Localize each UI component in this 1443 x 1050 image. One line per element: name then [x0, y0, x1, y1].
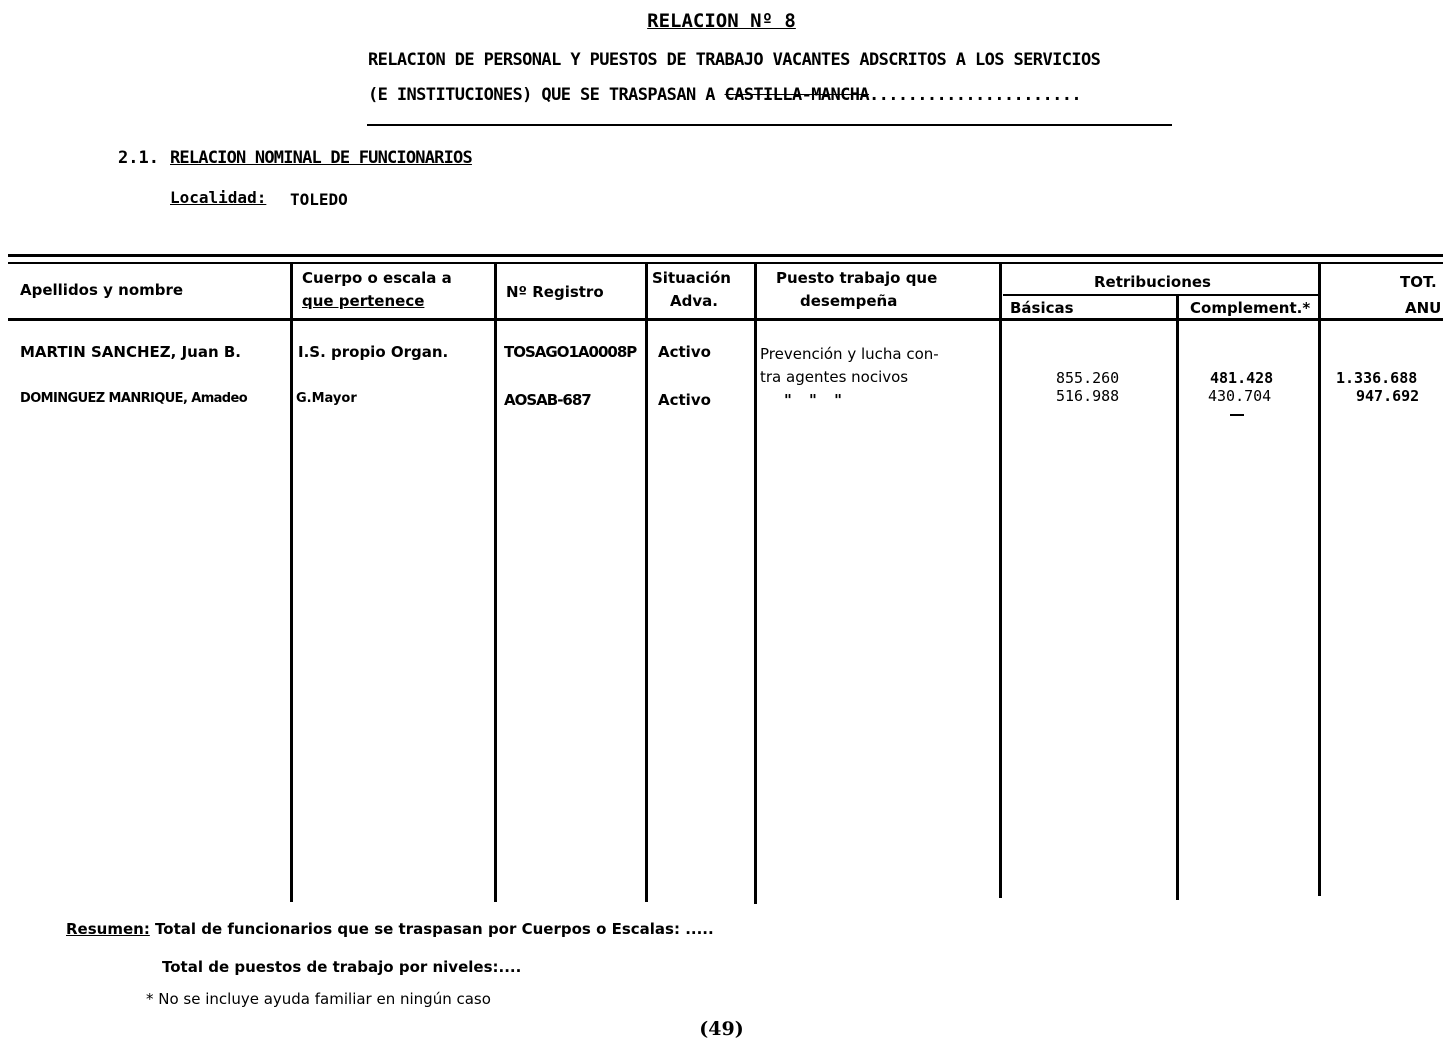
- locality-value: TOLEDO: [290, 190, 348, 209]
- header-body-line1: Cuerpo o escala a: [302, 269, 452, 287]
- document-heading-line2: (E INSTITUCIONES) QUE SE TRASPASAN A CASTILLA-MANCHA......................: [368, 85, 1081, 105]
- column-divider: [290, 262, 293, 902]
- cell-registry: AOSAB-687: [504, 391, 591, 409]
- cell-name: MARTIN SANCHEZ, Juan B.: [20, 343, 241, 361]
- column-divider: [754, 262, 757, 904]
- header-post-line2: desempeña: [800, 292, 898, 310]
- footnote: * No se incluye ayuda familiar en ningún caso: [146, 990, 491, 1008]
- header-situation-line1: Situación: [652, 269, 731, 287]
- complement-underline-mark: [1230, 414, 1244, 416]
- cell-situation: Activo: [658, 391, 711, 409]
- cell-total: 947.692: [1356, 387, 1420, 405]
- table-top-rule: [8, 254, 1443, 257]
- header-basic: Básicas: [1010, 299, 1074, 317]
- region-name: CASTILLA-MANCHA: [724, 85, 870, 105]
- column-divider: [999, 262, 1002, 898]
- column-divider: [1176, 296, 1179, 900]
- header-name: Apellidos y nombre: [20, 281, 184, 299]
- cell-name: DOMINGUEZ MANRIQUE, Amadeo: [20, 391, 248, 406]
- section-number: 2.1.: [118, 148, 159, 168]
- cell-post-ditto: " " ": [784, 391, 848, 409]
- header-registry: Nº Registro: [506, 283, 604, 301]
- header-total-line1: TOT.: [1400, 273, 1437, 291]
- retrib-divider: [1003, 294, 1319, 296]
- cell-body: G.Mayor: [296, 391, 357, 406]
- column-divider: [1318, 262, 1321, 896]
- header-situation-line2: Adva.: [670, 292, 718, 310]
- cell-total: 1.336.688: [1336, 369, 1418, 387]
- cell-post-line2: tra agentes nocivos: [760, 368, 909, 386]
- column-divider: [494, 262, 497, 902]
- header-body-line2: que pertenece: [302, 292, 425, 310]
- page-number: (49): [699, 1018, 744, 1040]
- cell-complement: 430.704: [1208, 387, 1272, 405]
- cell-situation: Activo: [658, 343, 711, 361]
- cell-complement: 481.428: [1210, 369, 1274, 387]
- summary-line1: Resumen: Total de funcionarios que se traspasan por Cuerpos o Escalas: .....: [66, 920, 714, 938]
- header-bottom-rule: [8, 318, 1443, 321]
- document-title: RELACION Nº 8: [647, 10, 796, 32]
- table-top-rule-2: [8, 262, 1443, 264]
- column-divider: [645, 262, 648, 902]
- summary-label: Resumen:: [66, 920, 150, 938]
- section-title: RELACION NOMINAL DE FUNCIONARIOS: [170, 148, 472, 168]
- document-heading-line1: RELACION DE PERSONAL Y PUESTOS DE TRABAJO VACANTES ADSCRITOS A LOS SERVICIOS: [368, 50, 1101, 70]
- cell-post-line1: Prevención y lucha con-: [760, 345, 939, 363]
- cell-basic: 516.988: [1056, 387, 1120, 405]
- header-retributions: Retribuciones: [1094, 273, 1211, 291]
- locality-label: Localidad:: [170, 188, 267, 207]
- cell-body: I.S. propio Organ.: [298, 343, 449, 361]
- header-complement: Complement.*: [1190, 299, 1311, 317]
- header-post-line1: Puesto trabajo que: [776, 269, 938, 287]
- heading-underline: [367, 124, 1172, 126]
- summary-line2: Total de puestos de trabajo por niveles:....: [162, 958, 522, 976]
- header-total-line2: ANU: [1405, 299, 1442, 317]
- cell-basic: 855.260: [1056, 369, 1120, 387]
- cell-registry: TOSAGO1A0008P: [504, 343, 637, 361]
